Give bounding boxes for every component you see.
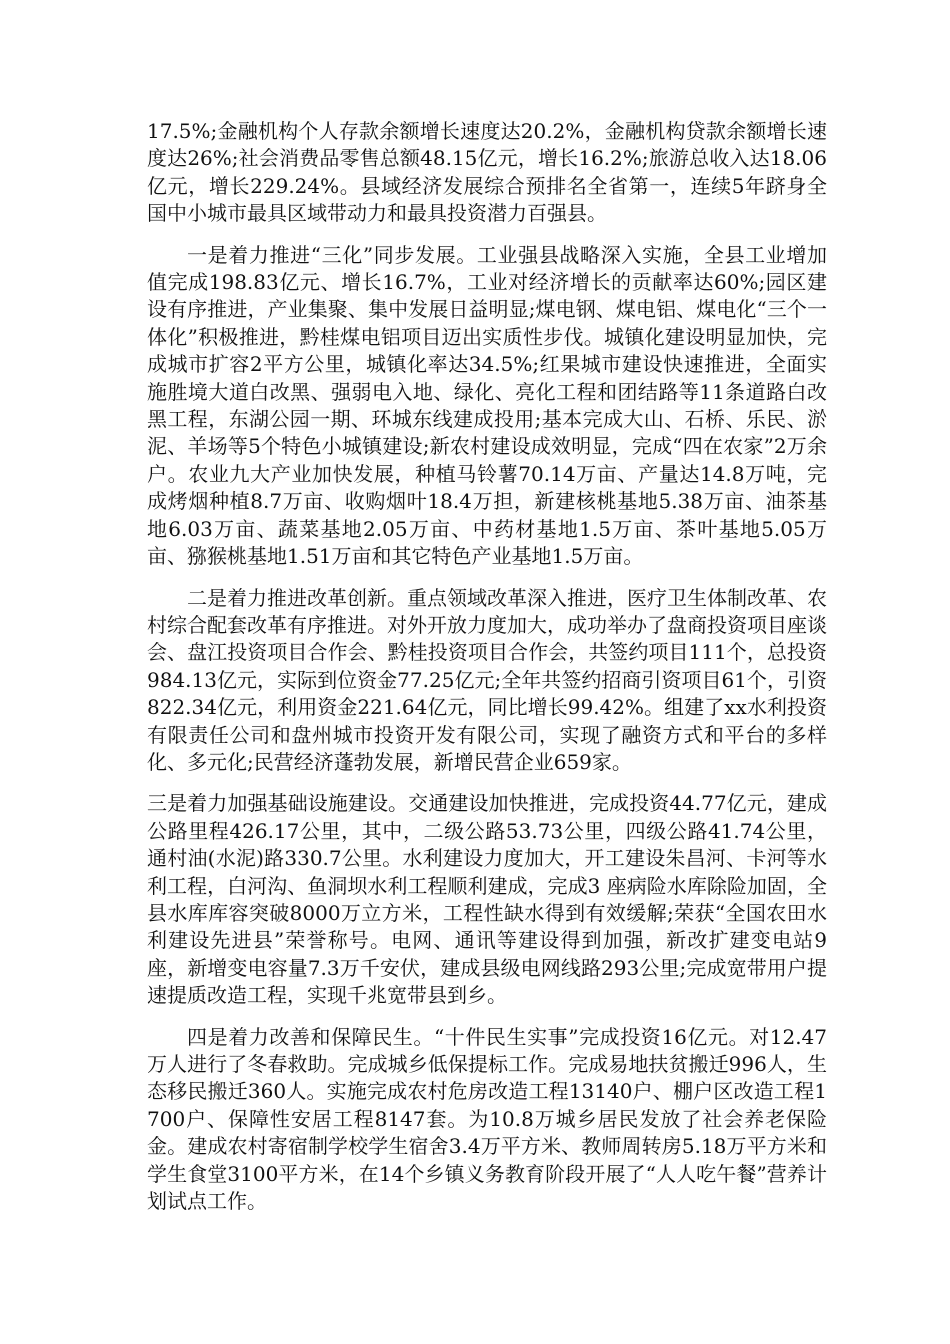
paragraph-continuation: 17.5%;金融机构个人存款余额增长速度达20.2%，金融机构贷款余额增长速度达26%;社会消费品零售总额48.15亿元，增长16.2%;旅游总收入达18.06亿元，增长229.24%。县域经济发展综合预排名全省第一，连续5年跻身全国中小城市最具区域带动力和最具投资潜力百强县。 (147, 119, 827, 226)
paragraph-three-modernizations: 一是着力推进“三化”同步发展。工业强县战略深入实施，全县工业增加值完成198.83亿元、增长16.7%，工业对经济增长的贡献率达60%;园区建设有序推进，产业集聚、集中发展日益明显;煤电钢、煤电铝、煤电化“三个一体化”积极推进，黔桂煤电铝项目迈出实质性步伐。城镇化建设明显加快，完成城市扩容2平方公里，城镇化率达34.5%;红果城市建设快速推进，全面实施胜境大道白改黑、强弱电入地、绿化、亮化工程和团结路等11条道路白改黑工程，东湖公园一期、环城东线建成投用;基本完成大山、石桥、乐民、淤泥、羊场等5个特色小城镇建设;新农村建设成效明显，完成“四在农家”2万余户。农业九大产业加快发展，种植马铃薯70.14万亩、产量达14.8万吨，完成烤烟种植8.7万亩、收购烟叶18.4万担，新建核桃基地5.38万亩、油茶基地6.03万亩、蔬菜基地2.05万亩、中药材基地1.5万亩、茶叶基地5.05万亩、猕猴桃基地1.51万亩和其它特色产业基地1.5万亩。 (147, 242, 827, 569)
paragraph-reform-innovation: 二是着力推进改革创新。重点领域改革深入推进，医疗卫生体制改革、农村综合配套改革有序推进。对外开放力度加大，成功举办了盘商投资项目座谈会、盘江投资项目合作会、黔桂投资项目合作会，共签约项目111个，总投资984.13亿元，实际到位资金77.25亿元;全年共签约招商引资项目61个，引资822.34亿元，利用资金221.64亿元，同比增长99.42%。组建了xx水利投资有限责任公司和盘州城市投资开发有限公司，实现了融资方式和平台的多样化、多元化;民营经济蓬勃发展，新增民营企业659家。 (147, 585, 827, 774)
document-body (147, 118, 827, 1229)
paragraph-livelihood: 四是着力改善和保障民生。“十件民生实事”完成投资16亿元。对12.47万人进行了冬春救助。完成城乡低保提标工作。完成易地扶贫搬迁996人，生态移民搬迁360人。实施完成农村危房改造工程13140户、棚户区改造工程1700户、保障性安居工程8147套。为10.8万城乡居民发放了社会养老保险金。建成农村寄宿制学校学生宿舍3.4万平方米、教师周转房5.18万平方米和学生食堂3100平方米，在14个乡镇义务教育阶段开展了“人人吃午餐”营养计划试点工作。 (147, 1024, 827, 1214)
paragraph-infrastructure: 三是着力加强基础设施建设。交通建设加快推进，完成投资44.77亿元，建成公路里程426.17公里，其中，二级公路53.73公里，四级公路41.74公里，通村油(水泥)路330.7公里。水利建设力度加大，开工建设朱昌河、卡河等水利工程，白河沟、鱼洞坝水利工程顺利建成，完成3 座病险水库除险加固，全县水库库容突破8000万立方米，工程性缺水得到有效缓解;荣获“全国农田水利建设先进县”荣誉称号。电网、通讯等建设得到加强，新改扩建变电站9座，新增变电容量7.3万千安伏，建成县级电网线路293公里;完成宽带用户提速提质改造工程，实现千兆宽带县到乡。 (147, 791, 827, 1008)
